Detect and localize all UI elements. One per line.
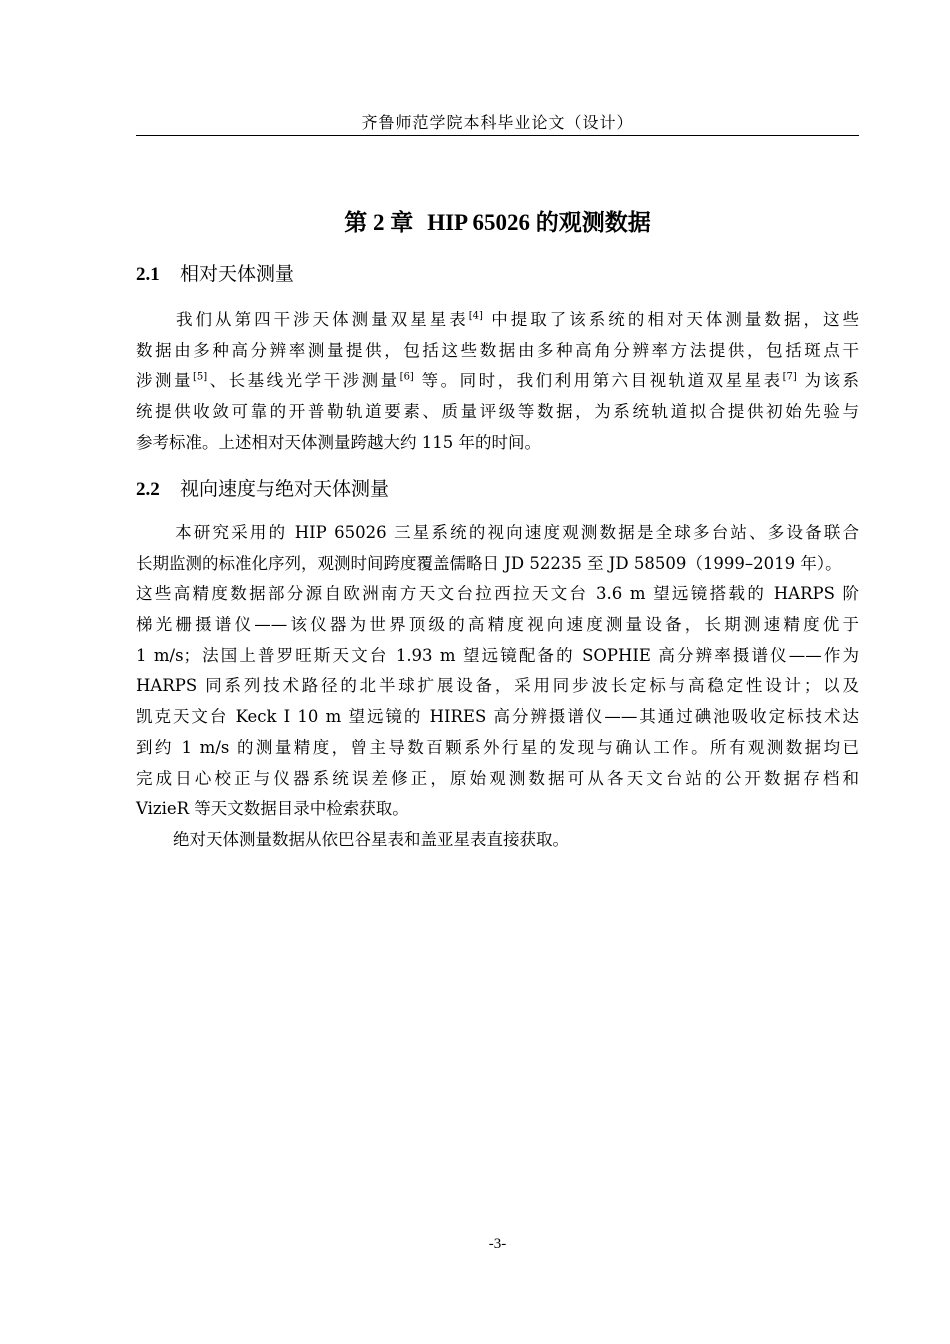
section-2-1-paragraph [136,305,859,458]
text-line [136,366,859,397]
text-run: 到约 1 m/s 的测量精度，曾主导数百颗系外行星的发现与确认工作。所有观测数据均已 [136,737,859,757]
text-line [136,702,859,733]
text-run: 涉测量 [136,371,193,391]
text-run: 数据由多种高分辨率测量提供，包括这些数据由多种高角分辨率方法提供，包括斑点干 [136,340,859,360]
chapter-title [136,207,859,239]
text-run: 凯克天文台 Keck I 10 m 望远镜的 HIRES 高分辨摄谱仪——其通过碘池吸收定标技术达 [136,707,859,727]
text-line [136,764,859,795]
header-rule [136,135,859,136]
text-line [136,610,859,641]
page-number: -3- [488,1236,507,1252]
text-run: 等。同时，我们利用第六目视轨道双星星表 [413,371,783,391]
citation-ref: [5] [193,371,208,383]
text-run: 绝对天体测量数据从依巴谷星表和盖亚星表直接获取。 [173,829,569,849]
text-line [136,825,859,856]
text-run: HARPS 同系列技术路径的北半球扩展设备，采用同步波长定标与高稳定性设计；以及 [136,676,859,696]
text-line [136,518,859,549]
text-run: 参考标准。上述相对天体测量跨越大约 115 年的时间。 [136,432,541,452]
running-header: 齐鲁师范学院本科毕业论文（设计） [361,113,634,132]
text-run: 统提供收敛可靠的开普勒轨道要素、质量评级等数据，为系统轨道拟合提供初始先验与 [136,402,859,422]
citation-ref: [7] [782,371,797,383]
section-number: 2.2 [136,479,160,500]
text-line [136,641,859,672]
section-title: 相对天体测量 [180,263,295,285]
text-run: 中提取了该系统的相对天体测量数据，这些 [482,310,859,329]
text-line [136,549,859,580]
text-line [136,336,859,367]
citation-ref: [4] [468,310,483,322]
section-2-2-paragraph [136,518,859,856]
section-heading-2-1 [136,261,859,288]
text-run: 为该系 [796,371,860,391]
text-run: 长期监测的标准化序列，观测时间跨度覆盖儒略日 JD 52235 至 JD 58509（1999–2019 年）。 [136,553,842,573]
text-run: VizieR 等天文数据目录中检索获取。 [136,799,409,819]
text-line [136,794,859,825]
section-heading-2-2 [136,476,859,503]
chapter-name: HIP 65026 的观测数据 [427,210,651,235]
text-line [136,733,859,764]
citation-ref: [6] [399,371,414,383]
text-line [136,428,859,459]
text-line [136,579,859,610]
text-line [136,671,859,702]
section-title: 视向速度与绝对天体测量 [180,478,390,500]
text-run: 1 m/s；法国上普罗旺斯天文台 1.93 m 望远镜配备的 SOPHIE 高分辨率摄谱仪——作为 [136,645,859,665]
text-run: 、长基线光学干涉测量 [207,371,400,391]
text-run: 梯光栅摄谱仪——该仪器为世界顶级的高精度视向速度测量设备，长期测速精度优于 [136,615,859,635]
chapter-label: 第 2 章 [344,210,414,235]
text-run: 本研究采用的 HIP 65026 三星系统的视向速度观测数据是全球多台站、多设备联合 [173,523,859,542]
text-run: 我们从第四干涉天体测量双星星表 [173,310,469,329]
text-line [136,397,859,428]
text-run: 这些高精度数据部分源自欧洲南方天文台拉西拉天文台 3.6 m 望远镜搭载的 HARPS 阶 [136,584,859,604]
text-line [136,305,859,336]
text-run: 完成日心校正与仪器系统误差修正，原始观测数据可从各天文台站的公开数据存档和 [136,768,859,788]
section-number: 2.1 [136,264,160,285]
